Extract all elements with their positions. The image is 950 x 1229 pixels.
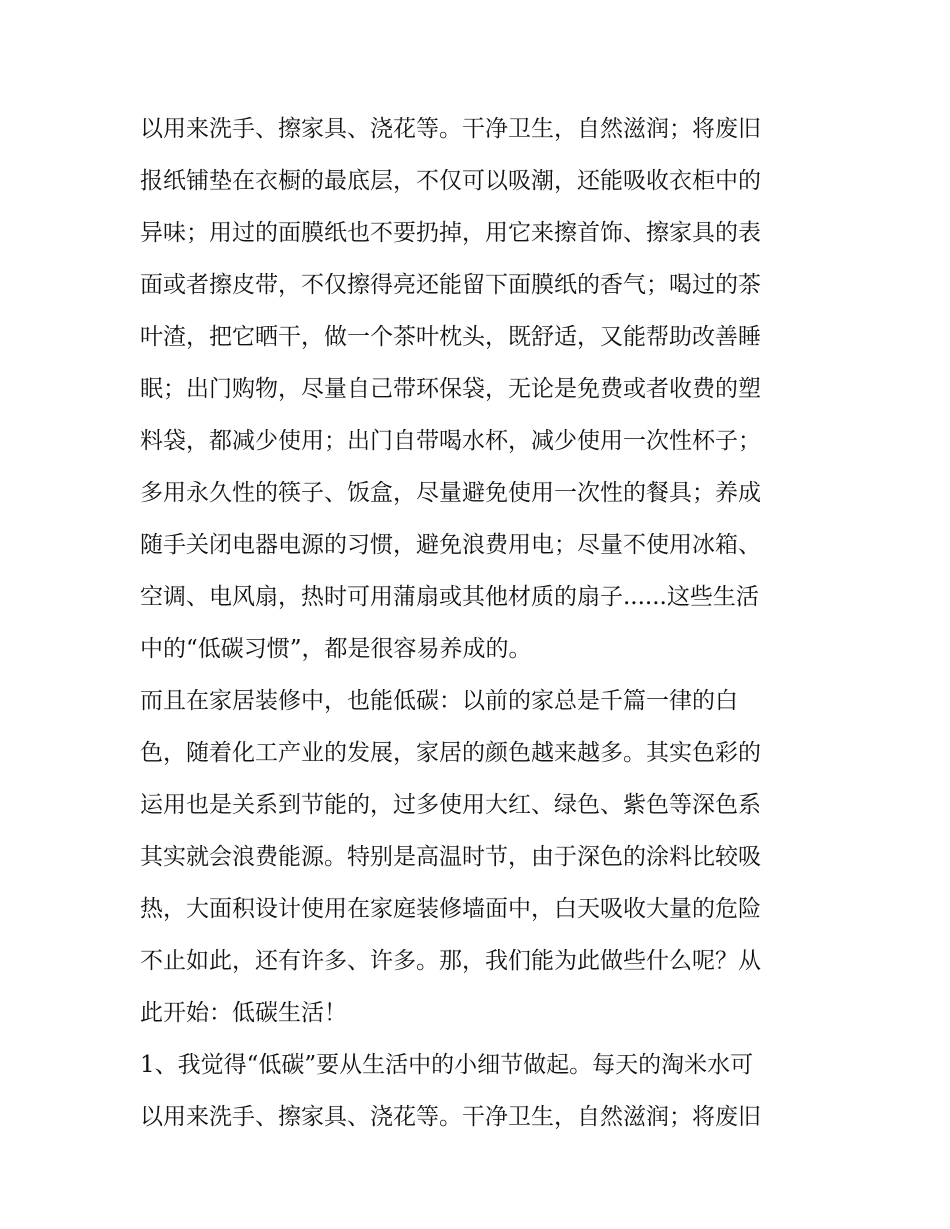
- text-line-10: 空调、电风扇，热时可用蒲扇或其他材质的扇子......这些生活: [140, 584, 759, 610]
- text-line-13: 色，随着化工产业的发展，家居的颜色越来越多。其实色彩的: [140, 740, 761, 766]
- text-line-8: 多用永久性的筷子、饭盒，尽量避免使用一次性的餐具；养成: [140, 480, 761, 506]
- text-line-17: 不止如此，还有许多、许多。那，我们能为此做些什么呢？从: [140, 948, 761, 974]
- text-line-20: 以用来洗手、擦家具、浇花等。干净卫生，自然滋润；将废旧: [140, 1104, 761, 1130]
- text-line-12: 而且在家居装修中，也能低碳：以前的家总是千篇一律的白: [140, 688, 738, 714]
- text-line-6: 眠；出门购物，尽量自己带环保袋，无论是免费或者收费的塑: [140, 376, 761, 402]
- text-line-16: 热，大面积设计使用在家庭装修墙面中，白天吸收大量的危险: [140, 896, 761, 922]
- text-line-5: 叶渣，把它晒干，做一个茶叶枕头，既舒适，又能帮助改善睡: [140, 324, 761, 350]
- text-line-19: 1、我觉得“低碳”要从生活中的小细节做起。每天的淘米水可: [140, 1052, 754, 1078]
- text-line-11: 中的“低碳习惯”，都是很容易养成的。: [140, 636, 532, 662]
- text-line-14: 运用也是关系到节能的，过多使用大红、绿色、紫色等深色系: [140, 792, 761, 818]
- text-line-9: 随手关闭电器电源的习惯，避免浪费用电；尽量不使用冰箱、: [140, 532, 761, 558]
- text-line-7: 料袋，都减少使用；出门自带喝水杯，减少使用一次性杯子；: [140, 428, 761, 454]
- text-line-1: 以用来洗手、擦家具、浇花等。干净卫生，自然滋润；将废旧: [140, 116, 761, 142]
- text-line-3: 异味；用过的面膜纸也不要扔掉，用它来擦首饰、擦家具的表: [140, 220, 761, 246]
- text-line-15: 其实就会浪费能源。特别是高温时节，由于深色的涂料比较吸: [140, 844, 761, 870]
- text-line-2: 报纸铺垫在衣橱的最底层，不仅可以吸潮，还能吸收衣柜中的: [140, 168, 761, 194]
- text-line-4: 面或者擦皮带，不仅擦得亮还能留下面膜纸的香气；喝过的茶: [140, 272, 761, 298]
- text-line-18: 此开始：低碳生活！: [140, 1000, 347, 1026]
